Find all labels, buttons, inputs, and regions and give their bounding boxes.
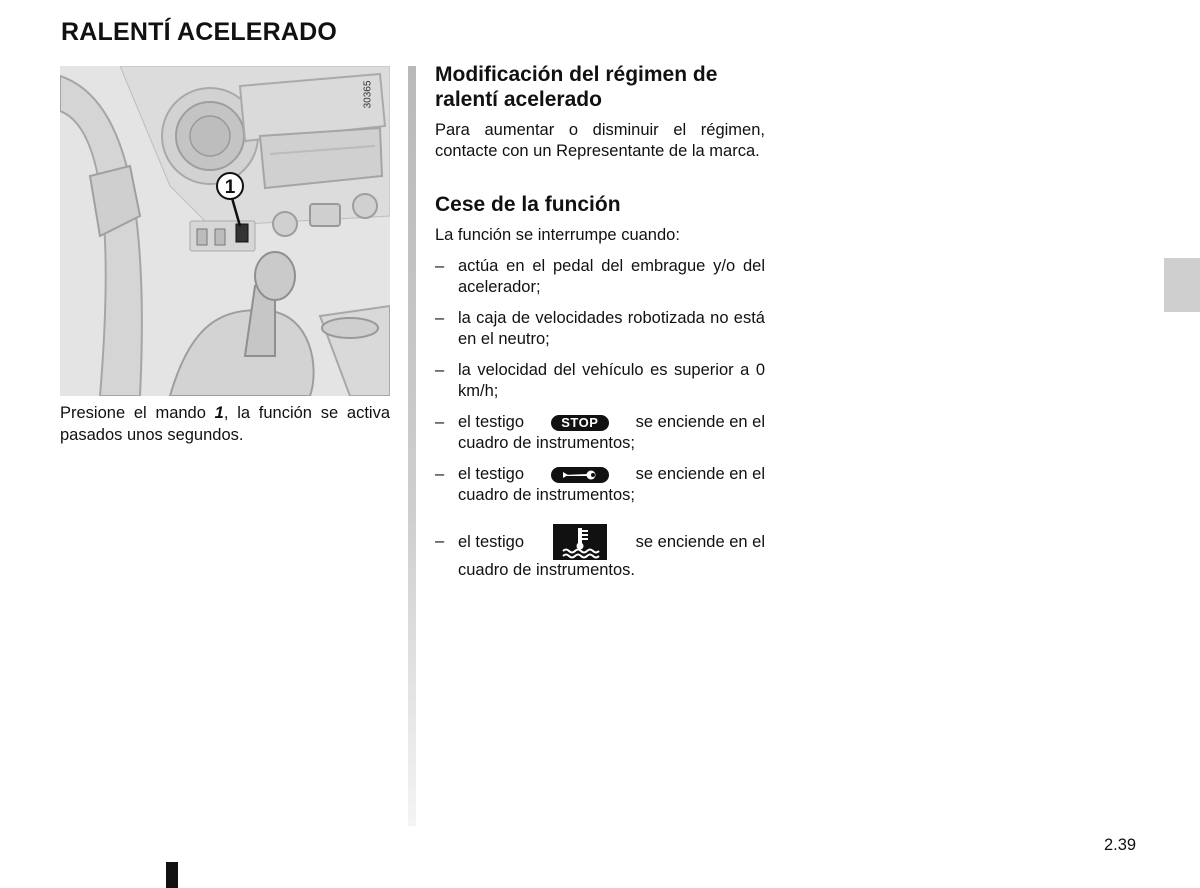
column-divider [408, 66, 416, 826]
figure-callout-number: 1 [224, 177, 236, 198]
section-heading-cese: Cese de la función [435, 193, 621, 216]
figure-caption: Presione el mando 1, la función se activa pasados unos segundos. [60, 404, 391, 444]
page-title: RALENTÍ ACELERADO [61, 18, 338, 46]
cese-lead-text: La función se interrumpe cuando: [435, 226, 680, 244]
print-mark [166, 862, 178, 888]
list-item: – el testigo STOP se enciende en el cuadro de instrumentos; [435, 413, 765, 452]
coolant-temperature-icon [553, 524, 607, 560]
list-item: – el testigo se enciende en el cuadro de instrumentos. [435, 524, 765, 581]
page-number: 2.39 [1104, 836, 1137, 854]
chapter-side-tab [1164, 258, 1200, 312]
list-item: – el testigo se enciende en el cuadro de instrumentos; [435, 465, 765, 504]
stop-warning-icon: STOP [551, 415, 609, 431]
right-column [435, 62, 765, 581]
wrench-service-icon [551, 467, 609, 483]
caption-control-ref: 1 [214, 404, 224, 422]
section-heading-modificacion: Modificación del régimen de ralentí acelerado [435, 63, 718, 111]
figure-reference-code: 30365 [362, 80, 374, 109]
dashboard-illustration [60, 66, 390, 396]
list-item: – la velocidad del vehículo es superior a 0 km/h; [435, 361, 765, 400]
list-item: – actúa en el pedal del embrague y/o del acelerador; [435, 257, 765, 296]
list-item: – la caja de velocidades robotizada no está en el neutro; [435, 309, 765, 348]
section-text-modificacion: Para aumentar o disminuir el régimen, contacte con un Representante de la marca. [435, 121, 765, 160]
cese-conditions-list [435, 256, 765, 581]
dashboard-drawing [60, 66, 390, 396]
